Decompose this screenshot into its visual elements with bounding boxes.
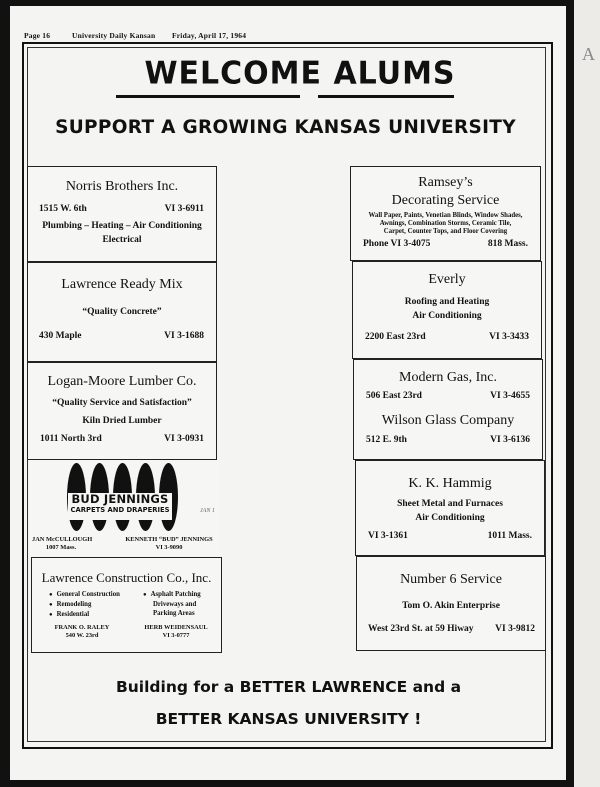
ad-phone: VI 3-1361: [368, 531, 408, 541]
ad-service: Sheet Metal and Furnaces: [397, 499, 503, 509]
ad-name: Lawrence Construction Co., Inc.: [41, 570, 212, 585]
headline: WELCOME ALUMS: [144, 55, 456, 92]
ad-everly: [352, 261, 542, 359]
issue-date: Friday, April 17, 1964: [172, 31, 247, 40]
ad-contact-right: HERB WEIDENSAUL VI 3-0777: [144, 624, 208, 639]
ad-name: Wilson Glass Company: [381, 413, 515, 428]
ad-phone: VI 3-1688: [164, 331, 204, 341]
ad-phone: Phone VI 3-4075: [363, 239, 431, 249]
ad-address: 1011 North 3rd: [40, 434, 102, 444]
ad-owner: Tom O. Akin Enterprise: [402, 601, 500, 611]
ad-norris-brothers: [27, 166, 217, 262]
ad-address: 1011 Mass.: [487, 531, 532, 541]
ad-name: Number 6 Service: [400, 572, 502, 587]
ad-name: Decorating Service: [391, 193, 500, 208]
ad-lawrence-construction: [31, 557, 222, 653]
footer-line-1: Building for a BETTER LAWRENCE and a: [115, 678, 462, 696]
ad-name: Logan-Moore Lumber Co.: [47, 374, 197, 389]
ad-number-6-service: [356, 556, 546, 651]
ad-name: Ramsey’s: [418, 175, 473, 190]
headline-underline-right: [318, 95, 454, 98]
ad-phone: VI 3-3433: [489, 332, 529, 342]
ad-address: 430 Maple: [39, 331, 82, 341]
ad-name: Norris Brothers Inc.: [65, 179, 179, 194]
ad-service: Air Conditioning: [415, 513, 485, 523]
ad-name: K. K. Hammig: [408, 476, 492, 491]
ad-services-left: ● General Construction ● Remodeling ● Residential: [49, 590, 120, 620]
ad-phone: VI 3-6911: [164, 204, 204, 214]
ad-slogan: “Quality Concrete”: [82, 307, 162, 317]
ad-address: 818 Mass.: [487, 239, 528, 249]
paper-name: University Daily Kansan: [72, 31, 156, 40]
ad-contact-right: KENNETH “BUD” JENNINGS VI 3-9090: [125, 536, 213, 551]
ad-modern-gas-wilson-glass: [353, 359, 543, 460]
ad-description: Wall Paper, Paints, Venetian Blinds, Window Shades,: [368, 212, 523, 219]
ad-service: Plumbing – Heating – Air Conditioning: [42, 221, 202, 231]
ad-service: Electrical: [102, 235, 142, 245]
ad-services-right: ● Asphalt Patching Driveways and Parking Areas: [143, 590, 201, 618]
ad-phone: VI 3-0931: [164, 434, 204, 444]
ad-address: 512 E. 9th: [366, 435, 407, 445]
ad-address: 1515 W. 6th: [39, 204, 87, 214]
ad-logan-moore-lumber: [27, 362, 217, 460]
ad-description: Awnings, Combination Storms, Ceramic Tile,: [379, 220, 512, 227]
subheadline: SUPPORT A GROWING KANSAS UNIVERSITY: [55, 117, 516, 138]
handwritten-note: JAN 1: [200, 508, 215, 514]
ad-phone: VI 3-9812: [495, 624, 535, 634]
ad-name: Modern Gas, Inc.: [399, 370, 497, 385]
ad-service: Roofing and Heating: [404, 297, 490, 307]
ad-kk-hammig: [355, 460, 545, 556]
ad-service: Air Conditioning: [412, 311, 482, 321]
ad-ramseys-decorating: [350, 166, 541, 261]
ad-address: 506 East 23rd: [366, 391, 422, 401]
ad-contact-left: FRANK O. RALEY 540 W. 23rd: [54, 624, 110, 639]
ad-name: Lawrence Ready Mix: [61, 277, 183, 292]
ad-address: West 23rd St. at 59 Hiway: [368, 624, 474, 634]
ad-name: Everly: [428, 272, 466, 287]
ad-lawrence-ready-mix: [27, 262, 217, 362]
page-number: Page 16: [24, 31, 51, 40]
footer-line-2: BETTER KANSAS UNIVERSITY !: [155, 710, 422, 728]
ad-address: 2200 East 23rd: [365, 332, 426, 342]
ad-phone: VI 3-4655: [490, 391, 530, 401]
adjacent-page-edge: A: [574, 0, 600, 787]
ad-slogan: “Quality Service and Satisfaction”: [52, 398, 192, 408]
bud-jennings-logo-text: BUD JENNINGS CARPETS AND DRAPERIES: [68, 493, 172, 520]
ad-description: Carpet, Counter Tops, and Floor Covering: [383, 228, 508, 235]
ad-phone: VI 3-6136: [490, 435, 530, 445]
ad-service: Kiln Dried Lumber: [82, 416, 162, 426]
headline-underline-left: [116, 95, 300, 98]
ad-contact-left: JAN McCULLOUGH 1007 Mass.: [32, 536, 93, 551]
